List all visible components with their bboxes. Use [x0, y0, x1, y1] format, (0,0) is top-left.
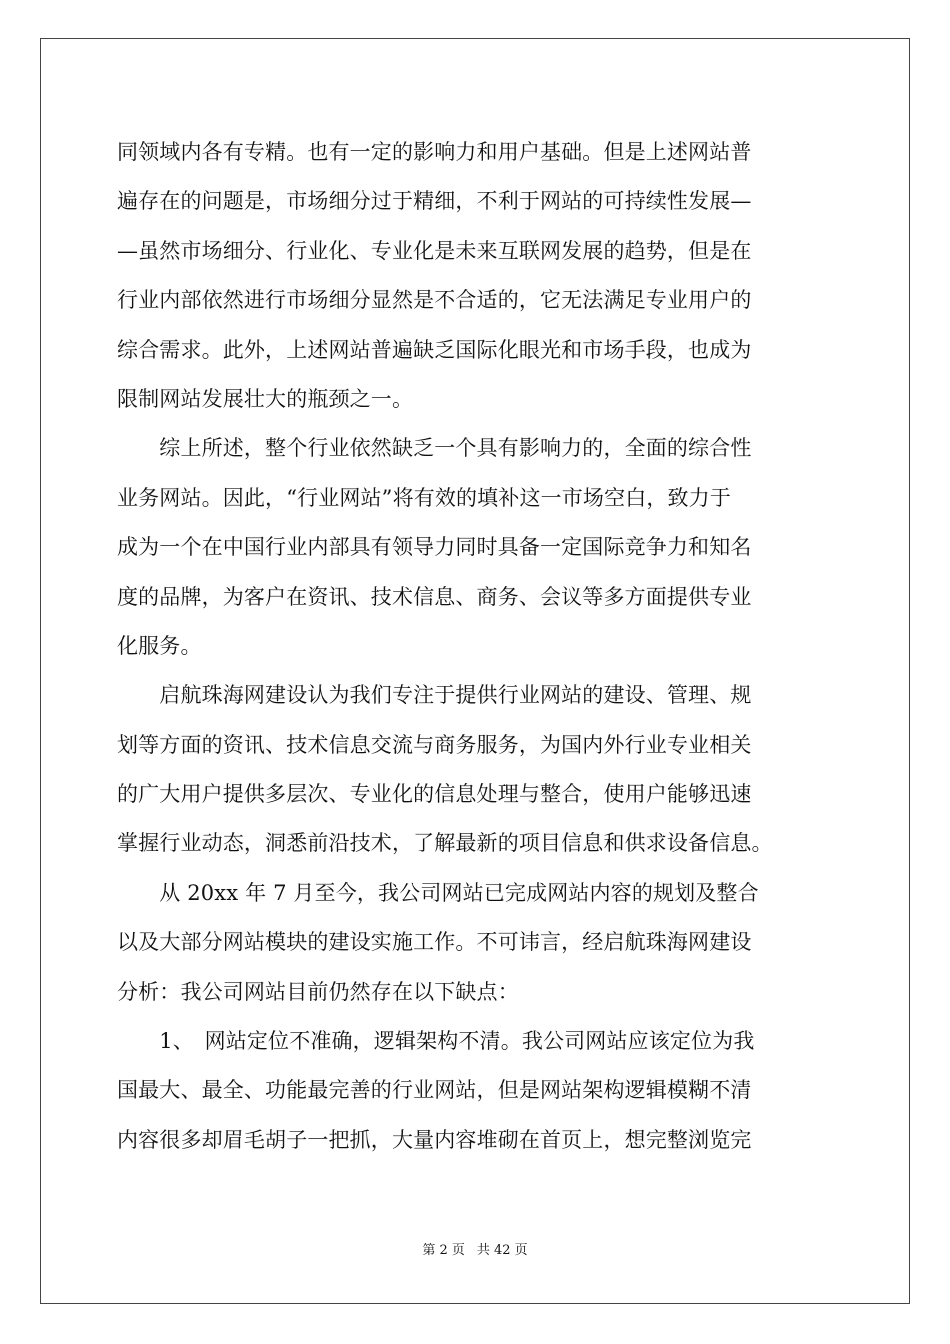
text-line: 划等方面的资讯、技术信息交流与商务服务，为国内外行业专业相关: [117, 732, 752, 757]
text-line: 内容很多却眉毛胡子一把抓，大量内容堆砌在首页上，想完整浏览完: [117, 1127, 752, 1152]
text-line: 综合需求。此外，上述网站普遍缺乏国际化眼光和市场手段，也成为: [117, 337, 752, 362]
text-line: 遍存在的问题是，市场细分过于精细，不利于网站的可持续性发展—: [117, 189, 752, 214]
text-line: 以及大部分网站模块的建设实施工作。不可讳言，经启航珠海网建设: [117, 930, 752, 955]
text-line: 限制网站发展壮大的瓶颈之一。: [117, 386, 414, 411]
text-line: 行业内部依然进行市场细分显然是不合适的，它无法满足专业用户的: [117, 288, 752, 313]
text-line: 的广大用户提供多层次、专业化的信息处理与整合，使用户能够迅速: [117, 782, 752, 807]
text-line: 从 20xx 年 7 月至今，我公司网站已完成网站内容的规划及整合: [117, 880, 759, 905]
text-line: 启航珠海网建设认为我们专注于提供行业网站的建设、管理、规: [117, 683, 752, 708]
text-line: —虽然市场细分、行业化、专业化是未来互联网发展的趋势，但是在: [117, 238, 752, 263]
page-number: 第 2 页: [422, 1243, 465, 1258]
page-footer: [0, 1243, 950, 1259]
document-body: [117, 128, 833, 1165]
text-line: 业务网站。因此，“行业网站”将有效的填补这一市场空白，致力于: [117, 485, 731, 510]
text-line: 化服务。: [117, 633, 202, 658]
text-line: 同领域内各有专精。也有一定的影响力和用户基础。但是上述网站普: [117, 140, 752, 164]
text-line: 综上所述，整个行业依然缺乏一个具有影响力的，全面的综合性: [117, 436, 752, 461]
text-line: 成为一个在中国行业内部具有领导力同时具备一定国际竞争力和知名: [117, 535, 752, 560]
text-line: 分析：我公司网站目前仍然存在以下缺点：: [117, 979, 519, 1004]
text-line: 掌握行业动态，洞悉前沿技术，了解最新的项目信息和供求设备信息。: [117, 831, 773, 856]
text-line: 1、 网站定位不准确，逻辑架构不清。我公司网站应该定位为我: [117, 1029, 755, 1054]
text-line: 度的品牌，为客户在资讯、技术信息、商务、会议等多方面提供专业: [117, 584, 752, 609]
text-line: 国最大、最全、功能最完善的行业网站，但是网站架构逻辑模糊不清: [117, 1078, 752, 1103]
page-total: 共 42 页: [476, 1243, 528, 1258]
